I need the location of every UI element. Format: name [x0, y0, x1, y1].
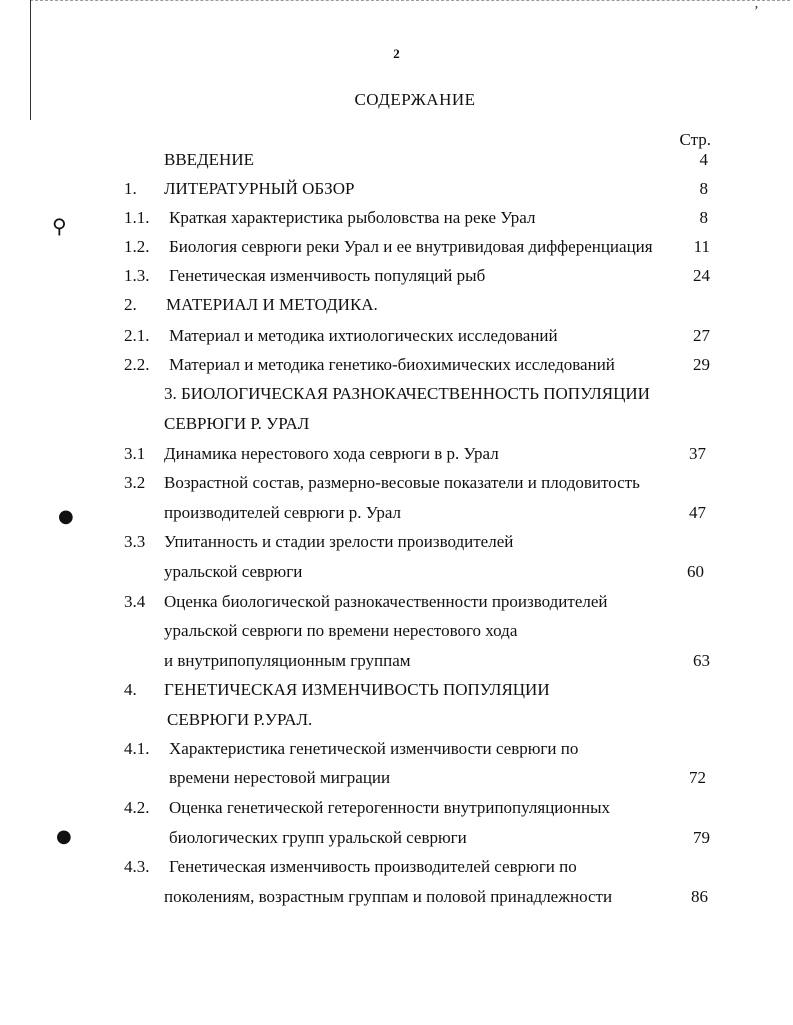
- toc-entry-number: 4.3.: [124, 857, 150, 876]
- toc-entry-text[interactable]: и внутрипопуляционным группам: [164, 651, 411, 670]
- toc-entry-text[interactable]: Динамика нерестового хода севрюги в р. Урал: [164, 444, 499, 463]
- toc-entry-page: 72: [689, 768, 706, 787]
- hole-punch-mark-icon: ⚲: [52, 214, 67, 238]
- toc-entry-text[interactable]: биологических групп уральской севрюги: [169, 828, 467, 847]
- toc-entry-number: 1.2.: [124, 237, 150, 256]
- toc-entry-number: 1.1.: [124, 208, 150, 227]
- toc-entry-text[interactable]: ВВЕДЕНИЕ: [164, 150, 254, 169]
- toc-entry-page: 11: [693, 237, 710, 256]
- toc-entry-text[interactable]: уральской севрюги: [164, 562, 303, 581]
- page-number: 2: [393, 46, 400, 61]
- toc-entry-number: 3.1: [124, 444, 146, 463]
- page-column-label: Стр.: [679, 130, 711, 149]
- toc-entry-number: 4.2.: [124, 798, 150, 817]
- toc-entry-number: 2.2.: [124, 355, 150, 374]
- toc-entry-page: 8: [699, 208, 708, 227]
- toc-entry-page: 86: [691, 887, 708, 906]
- toc-entry-text[interactable]: Возрастной состав, размерно-весовые показатели и плодовитость: [164, 473, 640, 492]
- toc-entry-number: 2.: [124, 295, 137, 314]
- toc-entry-number: 3.3: [124, 532, 146, 551]
- toc-entry-text[interactable]: времени нерестовой миграции: [169, 768, 391, 787]
- toc-entry-text[interactable]: Оценка генетической гетерогенности внутрипопуляционных: [169, 798, 611, 817]
- hole-punch-mark-icon: ●: [58, 506, 74, 527]
- toc-entry-page: 24: [693, 266, 710, 285]
- toc-entry-text[interactable]: уральской севрюги по времени нерестового хода: [164, 621, 518, 640]
- scan-artifact-icon: ’: [754, 4, 759, 19]
- toc-entry-text[interactable]: Краткая характеристика рыболовства на реке Урал: [169, 208, 536, 227]
- toc-entry-page: 27: [693, 326, 710, 345]
- toc-entry-text[interactable]: производителей севрюги р. Урал: [164, 503, 401, 522]
- toc-entry-page: 79: [693, 828, 710, 847]
- scan-top-edge: [30, 0, 790, 1]
- toc-entry-text[interactable]: Материал и методика ихтиологических исследований: [169, 326, 558, 345]
- toc-entry-page: 47: [689, 503, 706, 522]
- toc-entry-text[interactable]: Оценка биологической разнокачественности производителей: [164, 592, 608, 611]
- hole-punch-mark-icon: ●: [56, 826, 72, 847]
- toc-entry-text[interactable]: Материал и методика генетико-биохимических исследований: [169, 355, 615, 374]
- toc-title: СОДЕРЖАНИЕ: [354, 90, 476, 109]
- toc-entry-page: 4: [699, 150, 708, 169]
- toc-entry-text[interactable]: Биология севрюги реки Урал и ее внутривидовая дифференциация: [169, 237, 653, 256]
- toc-entry-text[interactable]: 3. БИОЛОГИЧЕСКАЯ РАЗНОКАЧЕСТВЕННОСТЬ ПОПУЛЯЦИИ: [164, 384, 650, 403]
- toc-entry-number: 1.3.: [124, 266, 150, 285]
- toc-entry-page: 8: [699, 179, 708, 198]
- toc-entry-text[interactable]: ГЕНЕТИЧЕСКАЯ ИЗМЕНЧИВОСТЬ ПОПУЛЯЦИИ: [164, 680, 550, 699]
- toc-entry-number: 3.4: [124, 592, 146, 611]
- toc-entry-page: 60: [687, 562, 704, 581]
- toc-entry-text[interactable]: Упитанность и стадии зрелости производителей: [164, 532, 514, 551]
- toc-entry-page: 37: [689, 444, 706, 463]
- toc-entry-page: 29: [693, 355, 710, 374]
- toc-entry-text[interactable]: МАТЕРИАЛ И МЕТОДИКА.: [166, 295, 378, 314]
- toc-entry-text[interactable]: Генетическая изменчивость популяций рыб: [169, 266, 486, 285]
- toc-entry-number: 4.: [124, 680, 137, 699]
- toc-entry-text[interactable]: поколениям, возрастным группам и половой принадлежности: [164, 887, 613, 906]
- toc-entry-number: 3.2: [124, 473, 146, 492]
- toc-entry-number: 1.: [124, 179, 137, 198]
- toc-entry-text[interactable]: ЛИТЕРАТУРНЫЙ ОБЗОР: [164, 179, 355, 198]
- toc-entry-text[interactable]: Генетическая изменчивость производителей севрюги по: [169, 857, 577, 876]
- toc-entry-number: 2.1.: [124, 326, 150, 345]
- toc-entry-text[interactable]: Характеристика генетической изменчивости севрюги по: [169, 739, 579, 758]
- toc-entry-text[interactable]: СЕВРЮГИ Р. УРАЛ: [164, 414, 310, 433]
- toc-entry-text[interactable]: СЕВРЮГИ Р.УРАЛ.: [167, 710, 313, 729]
- toc-entry-page: 63: [693, 651, 710, 670]
- toc-entry-number: 4.1.: [124, 739, 150, 758]
